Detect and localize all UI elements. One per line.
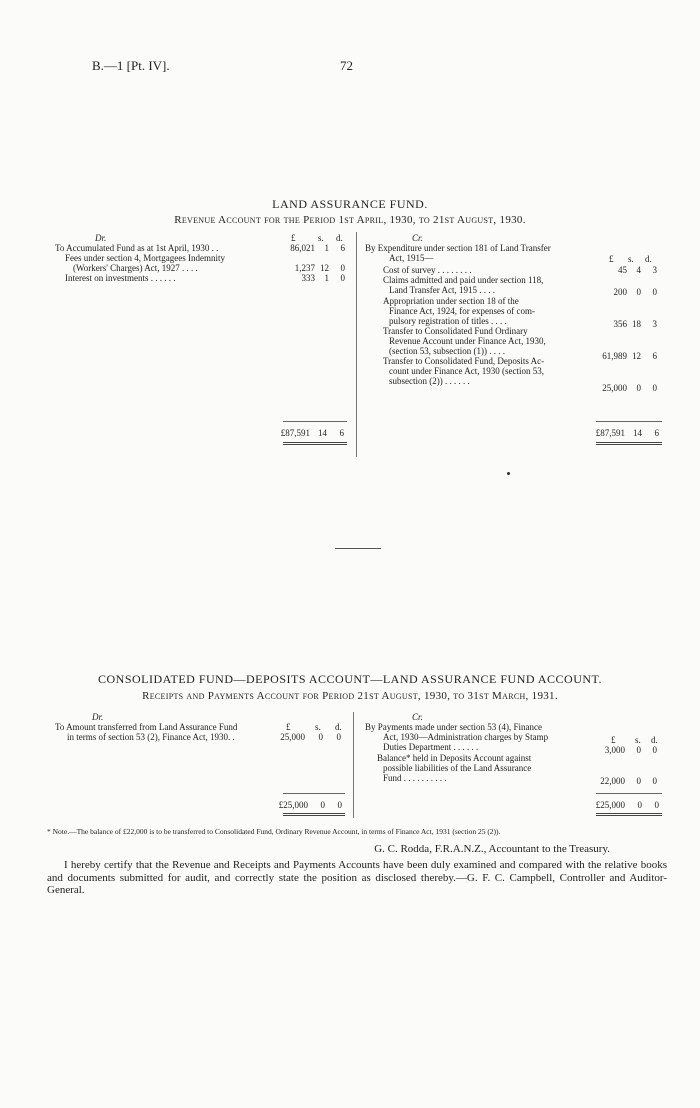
table-row: Transfer to Consolidated Fund Ordinary (383, 326, 528, 336)
section1-subtitle: Revenue Account for the Period 1st April, 1930, to 21st August, 1930. (174, 214, 526, 226)
s1-divider (356, 232, 357, 457)
amount-pence: 6 (652, 351, 657, 361)
amount-pounds: 25,000 (602, 383, 627, 393)
s1-dr-double-rule (283, 442, 347, 445)
table-row: (Workers' Charges) Act, 1927 . . . . (73, 263, 198, 273)
s1-cr-total-rule (596, 421, 662, 422)
amount-shillings: 0 (318, 732, 323, 742)
s2-dr-pound-col: £ (286, 722, 291, 732)
table-row: possible liabilities of the Land Assurance (383, 763, 532, 773)
s1-dr-pence-col: d. (336, 233, 343, 243)
s2-dr-shilling-col: s. (315, 722, 321, 732)
table-row: Balance* held in Deposits Account against (377, 753, 532, 763)
table-row: To Accumulated Fund as at 1st April, 1930 . . (55, 243, 219, 253)
amount-pounds: 22,000 (600, 776, 625, 786)
amount-pence: 0 (652, 776, 657, 786)
s1-dr-pound-col: £ (291, 233, 296, 243)
s1-cr-pence-col: d. (645, 254, 652, 264)
amount-pence: 0 (340, 263, 345, 273)
accountant-signature: G. C. Rodda, F.R.A.N.Z., Accountant to the Treasury. (374, 843, 610, 855)
section-separator (335, 548, 381, 549)
amount-pounds: 25,000 (280, 732, 305, 742)
s1-dr-label: Dr. (95, 233, 107, 243)
amount-shillings: 0 (636, 287, 641, 297)
amount-pence: 3 (652, 265, 657, 275)
amount-pence: 0 (336, 732, 341, 742)
amount-pounds: 61,989 (602, 351, 627, 361)
s1-cr-shilling-col: s. (628, 254, 634, 264)
s2-cr-pound-col: £ (611, 735, 616, 745)
section1-title: LAND ASSURANCE FUND. (272, 197, 428, 211)
s1-dr-total-rule (283, 421, 347, 422)
amount-pounds: 45 (618, 265, 627, 275)
amount-shillings: 12 (320, 263, 329, 273)
s2-dr-label: Dr. (92, 712, 104, 722)
s2-cr-shilling-col: s. (635, 735, 641, 745)
amount-pounds: 333 (301, 273, 315, 283)
amount-pence: 0 (340, 273, 345, 283)
section2-title: CONSOLIDATED FUND—DEPOSITS ACCOUNT—LAND ASSURANCE FUND ACCOUNT. (98, 672, 602, 686)
table-row: Revenue Account under Finance Act, 1930, (389, 336, 546, 346)
page-number: 72 (340, 58, 353, 73)
table-row: subsection (2)) . . . . . . (389, 376, 470, 386)
amount-shillings: 0 (636, 383, 641, 393)
s2-dr-pence-col: d. (335, 722, 342, 732)
amount-shillings: 0 (636, 776, 641, 786)
amount-pence: 0 (652, 745, 657, 755)
s2-cr-double-rule (596, 813, 662, 816)
s1-cr-pound-col: £ (609, 254, 614, 264)
s2-cr-pence-col: d. (651, 735, 658, 745)
table-row: By Expenditure under section 181 of Land Transfer (365, 243, 551, 253)
amount-shillings: 0 (636, 745, 641, 755)
table-row: Duties Department . . . . . . (383, 742, 479, 752)
s2-divider (353, 712, 354, 818)
amount-pounds: 200 (613, 287, 627, 297)
s2-cr-total-rule (596, 793, 662, 794)
table-row: Interest on investments . . . . . . (65, 273, 176, 283)
amount-pence: 0 (652, 383, 657, 393)
table-row: Act, 1915— (389, 253, 434, 263)
table-row: in terms of section 53 (2), Finance Act, 1930. . (67, 732, 235, 742)
amount-pence: 3 (652, 319, 657, 329)
amount-pounds: 86,021 (290, 243, 315, 253)
s1-cr-double-rule (596, 442, 662, 445)
audit-certification: I hereby certify that the Revenue and Receipts and Payments Accounts have been duly examined and compared with the relative books and documents submitted for audit, and correctly state the position as disclosed thereby.—G. F. C. Campbell, Controller and Auditor-General. (47, 859, 667, 896)
amount-shillings: 1 (324, 273, 329, 283)
amount-pence: 0 (652, 287, 657, 297)
table-row: To Amount transferred from Land Assurance Fund (55, 722, 238, 732)
table-row: Cost of survey . . . . . . . . (383, 265, 472, 275)
amount-shillings: 12 (632, 351, 641, 361)
s1-cr-label: Cr. (412, 233, 423, 243)
s2-cr-label: Cr. (412, 712, 423, 722)
table-row: By Payments made under section 53 (4), Finance (365, 722, 542, 732)
table-row: Fund . . . . . . . . . . (383, 773, 447, 783)
table-row: count under Finance Act, 1930 (section 53, (389, 366, 544, 376)
table-row: Act, 1930—Administration charges by Stamp (383, 732, 549, 742)
amount-pounds: 356 (613, 319, 627, 329)
table-row: Claims admitted and paid under section 118, (383, 275, 544, 285)
table-row: (section 53, subsection (1)) . . . . (389, 346, 505, 356)
s1-dr-shilling-col: s. (318, 233, 324, 243)
speck (507, 472, 510, 475)
section2-subtitle: Receipts and Payments Account for Period 21st August, 1930, to 31st March, 1931. (142, 690, 558, 702)
amount-pounds: 3,000 (604, 745, 625, 755)
s2-dr-double-rule (283, 813, 345, 816)
amount-shillings: 18 (632, 319, 641, 329)
table-row: pulsory registration of titles . . . . (389, 316, 507, 326)
table-row: Land Transfer Act, 1915 . . . . (389, 285, 495, 295)
table-row: Appropriation under section 18 of the (383, 296, 519, 306)
amount-shillings: 1 (324, 243, 329, 253)
s2-dr-total-rule (283, 793, 345, 794)
amount-shillings: 4 (636, 265, 641, 275)
table-row: Finance Act, 1924, for expenses of com- (389, 306, 535, 316)
amount-pence: 6 (340, 243, 345, 253)
footnote: * Note.—The balance of £22,000 is to be transferred to Consolidated Fund, Ordinary Revenue Account, in terms of Finance Act, 1931 (section 25 (2)). (47, 827, 501, 836)
table-row: Transfer to Consolidated Fund, Deposits Ac- (383, 356, 545, 366)
table-row: Fees under section 4, Mortgagees Indemnity (65, 253, 225, 263)
amount-pounds: 1,237 (294, 263, 315, 273)
document-code: B.—1 [Pt. IV]. (92, 58, 170, 73)
